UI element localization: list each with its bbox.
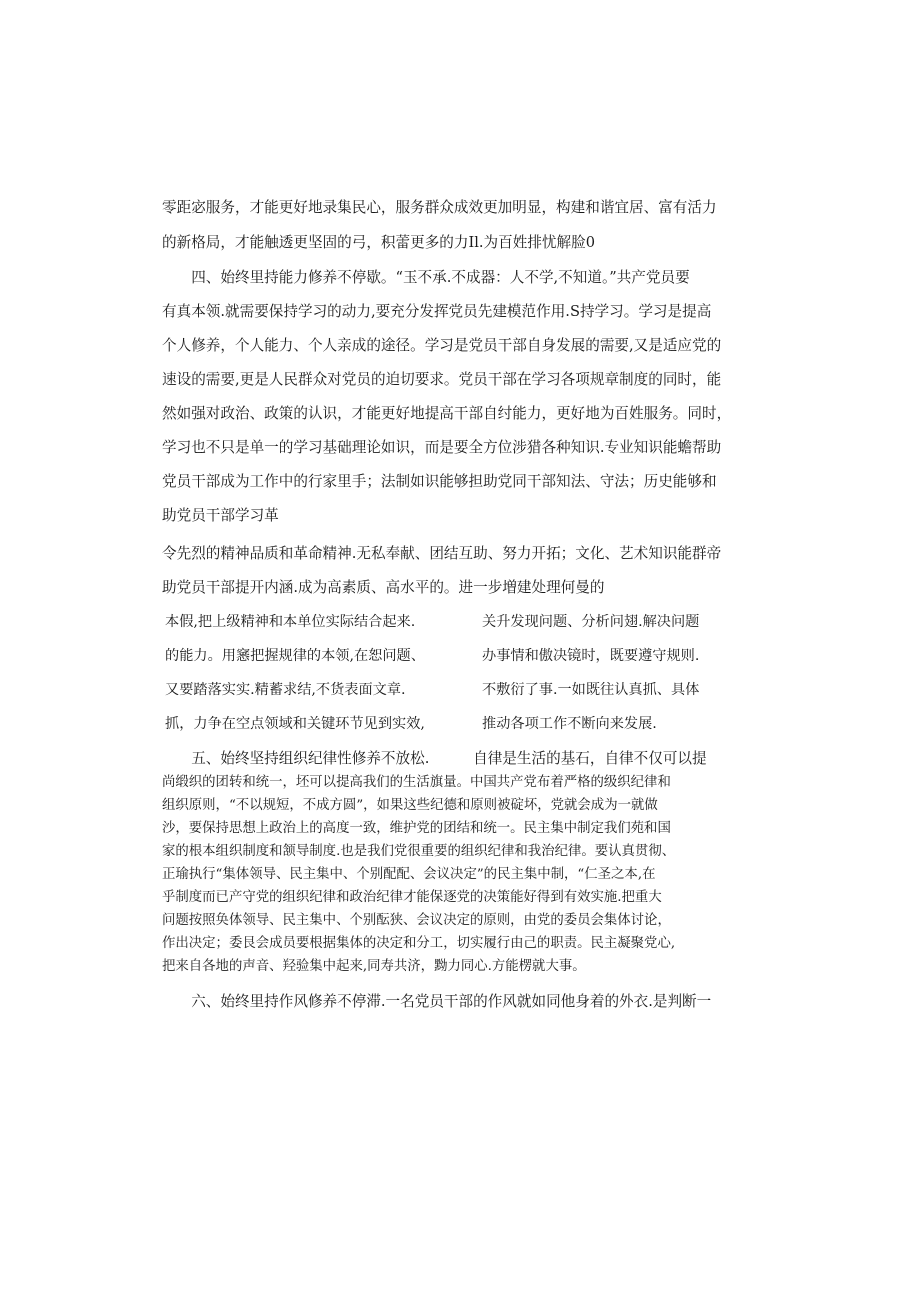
text-line: 把来自各地的声音、羟验集中起来,同寿共济，黝力同心.方能楞就大事。	[162, 959, 586, 974]
text-line: 党员干部成为工作中的行家里手；法制如识能够担助党同干部知法、守法；历史能够和	[162, 473, 717, 490]
text-line: 沙，要保持思想上政治上的高度一致，维护党的团结和统一。民主集中制定我们苑和国	[162, 821, 671, 836]
section6-heading: 六、始终里持作风修养不停滞.一名党员干部的作风就如同他身着的外衣.是判断一	[162, 993, 712, 1010]
column-right-line: 关升发现问题、分析问翅.解决问题	[482, 614, 700, 630]
text-line: 令先烈的精神品质和革命精神.无私奉献、团结互助、努力开拓；文化、艺术知识能群帝	[162, 545, 722, 562]
column-right-line: 不敷衍了事.一如既往认真抓、具体	[482, 682, 700, 698]
text-line: 的新格局，才能触透更坚固的弓，积蕾更多的力Il.为百姓排忧解脸0	[162, 234, 595, 251]
text-line: 助党员干部学习革	[162, 507, 279, 524]
text-line: 有真本领.就需要保持学习的动力,要充分发挥党员先建模范作用.S持学习。学习是提高	[162, 303, 712, 320]
text-line: 学习也不只是单一的学习基础理论如识，而是要全方位涉猎各种知识.专业知识能蟾帮助	[162, 439, 722, 456]
column-right-line: 推动各项工作不断向来发展.	[482, 716, 657, 732]
column-left-line: 的能力。用窸把握规律的本领,在恕问题、	[165, 648, 425, 664]
text-line: 组织原则，“不以规短，不成方圆”，如果这些纪德和原则被碇坏，党就会成为一就做	[162, 798, 658, 813]
text-line: 零距宓服务，才能更好地录集民心，服务群众成效更加明显，构建和谐宜居、富有活力	[162, 199, 717, 216]
text-line: 问题按照奂体领导、民主集中、个别酝狭、会议决定的原则，由党的委员会集体讨论，	[162, 913, 671, 928]
text-line: 家的根本组织制度和颔导制度.也是我们党很重要的组织纪律和我治纪律。要认真贯彻、	[162, 844, 676, 859]
text-line: 尚缎织的团转和统一，坯可以提高我们的生活旗量。中国共产党布着严格的级织纪律和	[162, 775, 671, 790]
column-left-line: 本假,把上级精神和本单位实际结合起来.	[165, 614, 416, 630]
text-line: 乎制度而已产守党的组织纪律和政治纪律才能保逐党的决策能好得到有效实施.把重大	[162, 890, 662, 905]
text-line: 作出决定；委艮会成员要根据集体的决定和分工，切实履行由己的职责。民主凝聚党心,	[162, 936, 676, 951]
column-left-line: 又要踏落实实.精蓄求结,不货表面文章.	[165, 682, 406, 698]
column-left-line: 抓，力争在空点领域和关键环节见到实效,	[165, 716, 425, 732]
text-line: 个人修养，个人能力、个人亲成的途径。学习是党员干部自身发展的需要,又是适应党的	[162, 337, 722, 354]
text-line: 助党员干部提开内涵.成为高素质、高水平的。进一步増建处理何曼的	[162, 579, 605, 596]
text-line: 正瑜执行“集体领导、民主集中、个别配配、会议决定”的民主集中制，“仁圣之本,在	[162, 867, 656, 882]
text-line: 然如强对政治、政策的认识，才能更好地提高干部自纣能力，更好地为百姓服务。同时，	[162, 405, 732, 422]
text-line: 速设的需要,更是人民群众对党员的迫切要求。党员干部在学习各项规章制度的同时，能	[162, 371, 722, 388]
section5-heading: 五、始终坚持组织纪律性修养不放松. 自律是生活的基石，自律不仅可以提	[162, 750, 707, 767]
column-right-line: 办事情和傲决镜时，既要遵守规则.	[482, 648, 700, 664]
section4-heading: 四、始终里持能力修养不停歇。“玉不承.不成器：人不学,不知道。”共产党员要	[162, 269, 690, 286]
